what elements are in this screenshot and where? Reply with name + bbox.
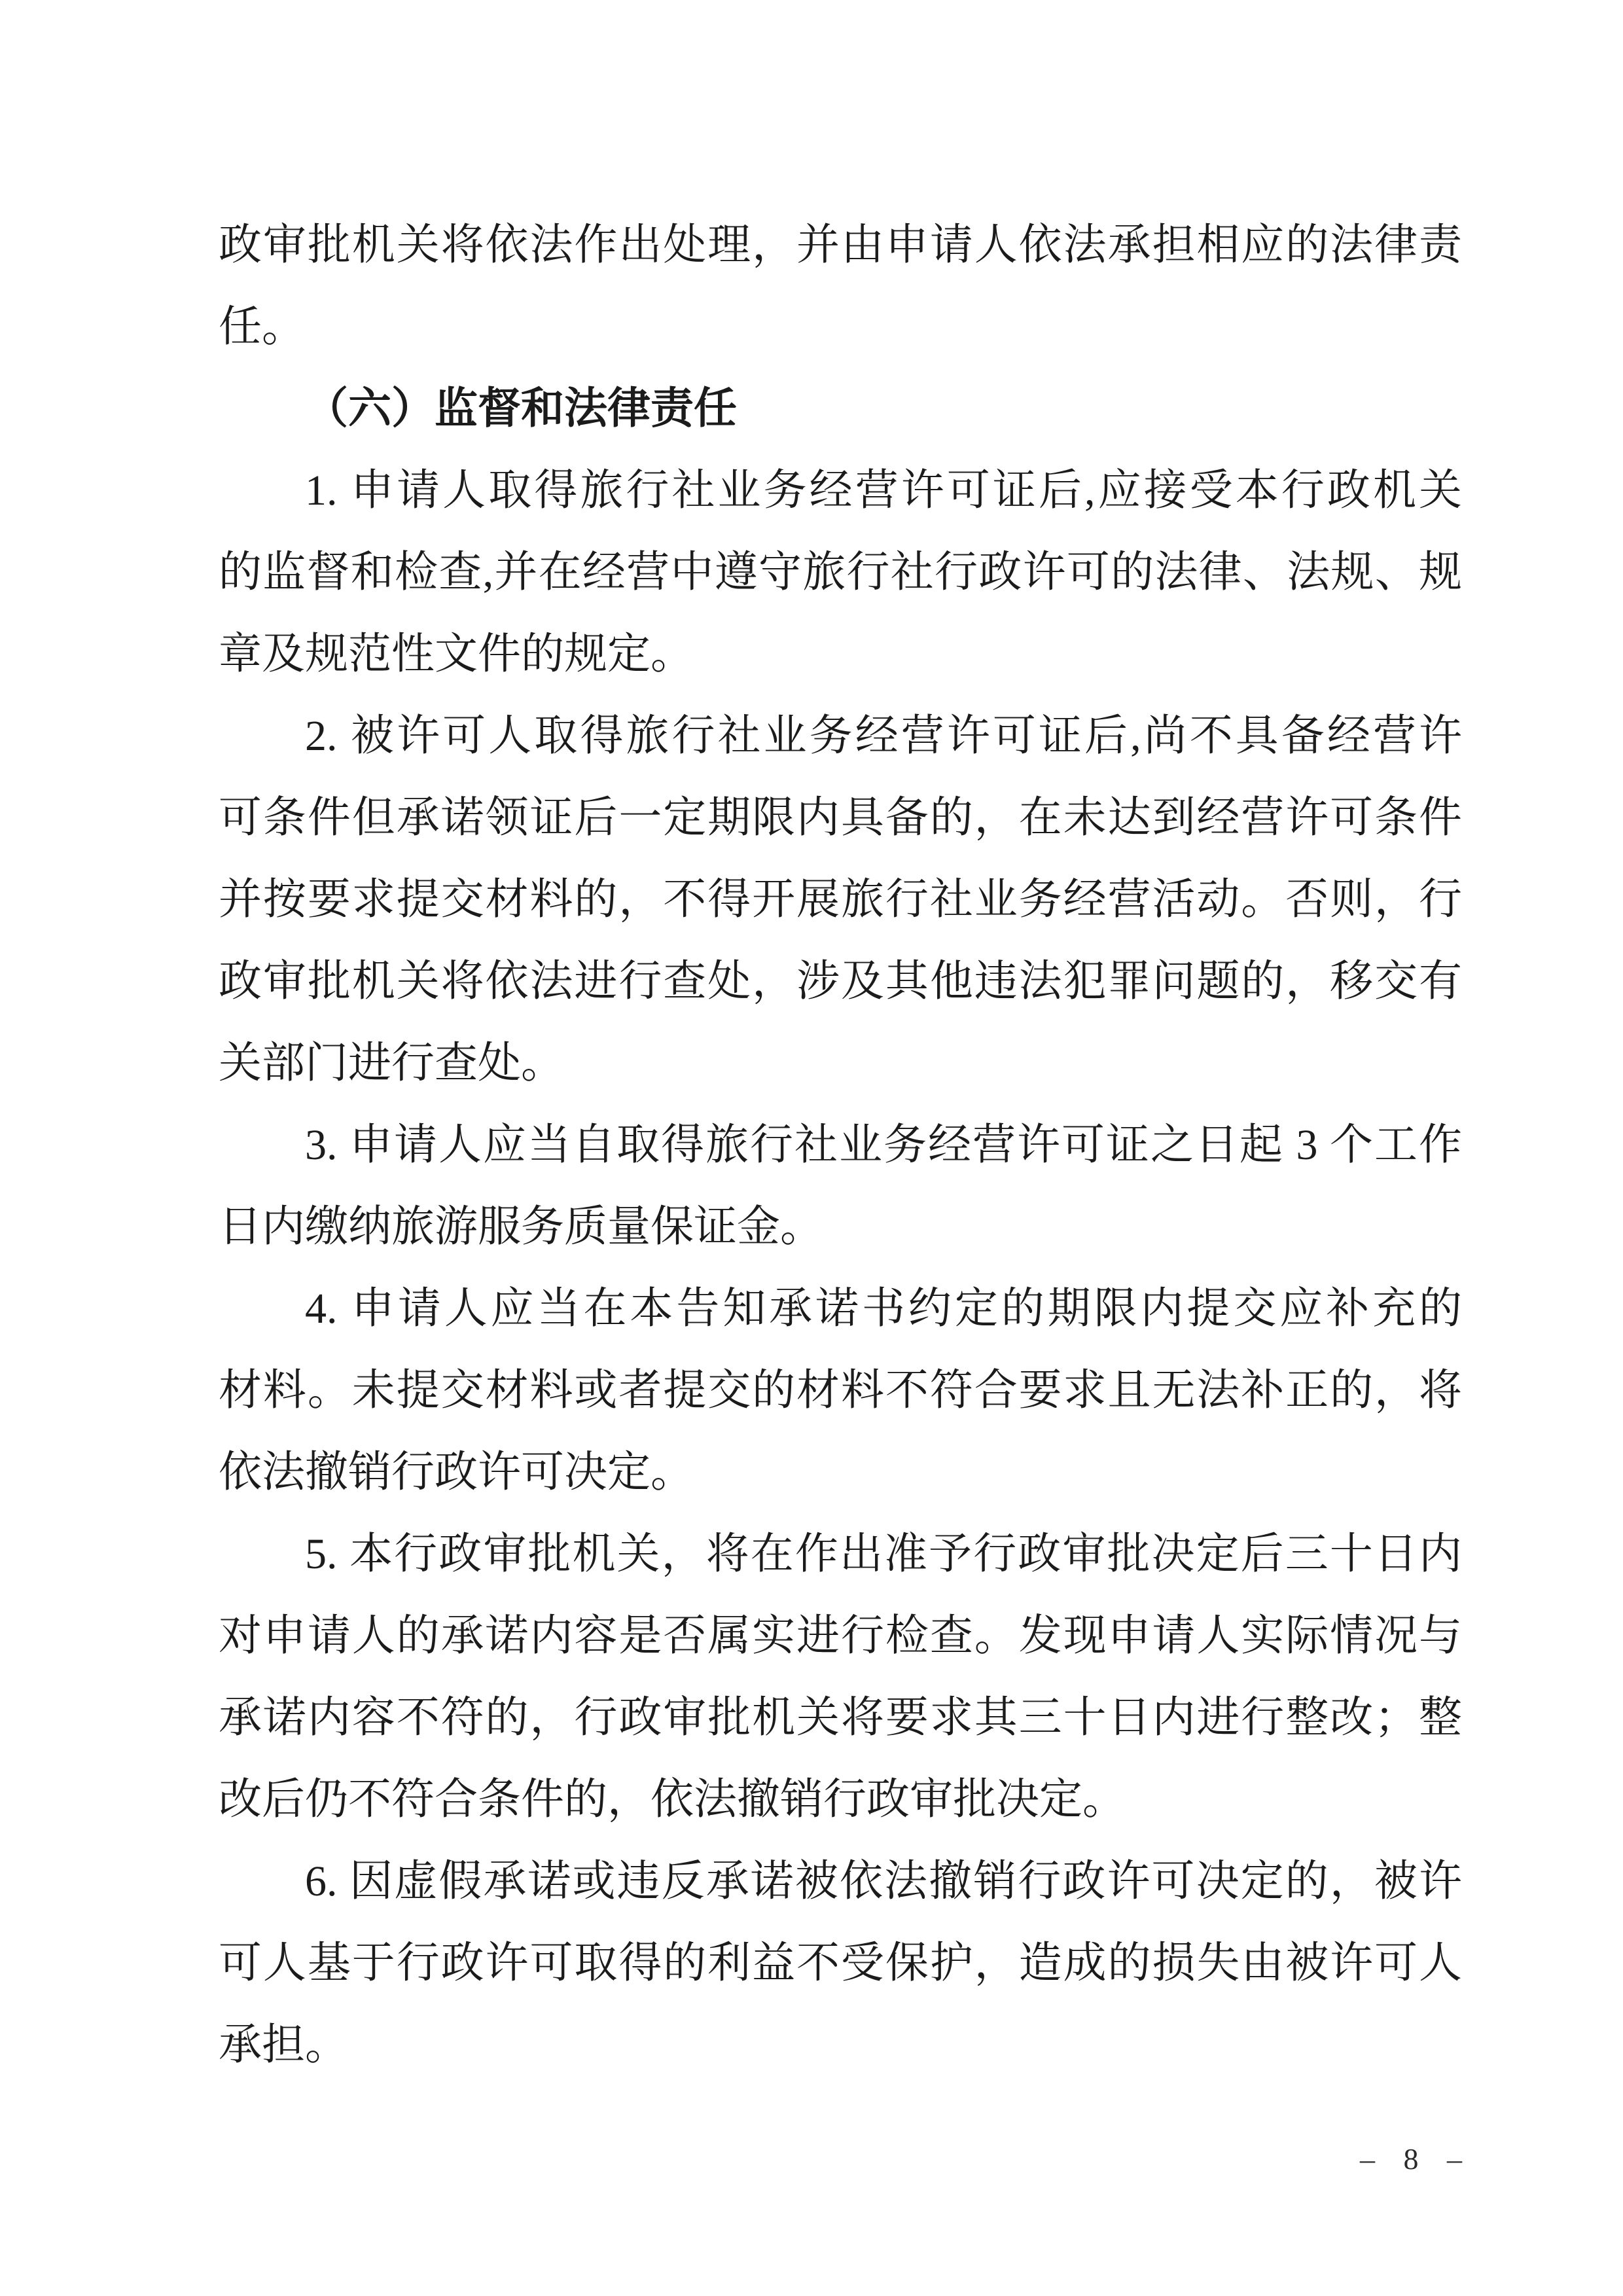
paragraph-continuation bbox=[219, 204, 1462, 368]
page-number: – 8 – bbox=[1360, 2142, 1472, 2176]
text-line: 关部门进行查处。 bbox=[219, 1039, 564, 1087]
text-line: 材料。未提交材料或者提交的材料不符合要求且无法补正的，将 bbox=[219, 1367, 1462, 1414]
text-line: 政审批机关将依法进行查处，涉及其他违法犯罪问题的，移交有 bbox=[219, 958, 1462, 1005]
text-line: 5. 本行政审批机关，将在作出准予行政审批决定后三十日内 bbox=[305, 1530, 1462, 1578]
text-line: 章及规范性文件的规定。 bbox=[219, 630, 694, 678]
text-line: 可人基于行政许可取得的利益不受保护，造成的损失由被许可人 bbox=[219, 1939, 1462, 1987]
text-line: 承诺内容不符的，行政审批机关将要求其三十日内进行整改；整 bbox=[219, 1694, 1462, 1742]
section-heading-6 bbox=[219, 368, 1462, 450]
paragraph-6 bbox=[219, 1840, 1462, 2086]
text-line: 2. 被许可人取得旅行社业务经营许可证后,尚不具备经营许 bbox=[305, 712, 1462, 760]
text-line: 可条件但承诺领证后一定期限内具备的，在未达到经营许可条件 bbox=[219, 794, 1462, 842]
text-line: 并按要求提交材料的，不得开展旅行社业务经营活动。否则，行 bbox=[219, 876, 1462, 924]
text-line: 1. 申请人取得旅行社业务经营许可证后,应接受本行政机关 bbox=[305, 467, 1462, 514]
paragraph-4 bbox=[219, 1268, 1462, 1513]
text-line: 对申请人的承诺内容是否属实进行检查。发现申请人实际情况与 bbox=[219, 1612, 1462, 1660]
text-line: （六）监督和法律责任 bbox=[305, 385, 737, 433]
text-line: 任。 bbox=[219, 303, 305, 351]
text-line: 4. 申请人应当在本告知承诺书约定的期限内提交应补充的 bbox=[305, 1285, 1462, 1333]
text-line: 承担。 bbox=[219, 2021, 348, 2069]
paragraph-2 bbox=[219, 695, 1462, 1104]
text-line: 依法撤销行政许可决定。 bbox=[219, 1448, 694, 1496]
text-line: 改后仍不符合条件的，依法撤销行政审批决定。 bbox=[219, 1776, 1126, 1823]
paragraph-1 bbox=[219, 450, 1462, 695]
paragraph-5 bbox=[219, 1513, 1462, 1840]
text-line: 3. 申请人应当自取得旅行社业务经营许可证之日起 3 个工作 bbox=[305, 1121, 1462, 1169]
text-line: 的监督和检查,并在经营中遵守旅行社行政许可的法律、法规、规 bbox=[219, 548, 1462, 596]
text-line: 6. 因虚假承诺或违反承诺被依法撤销行政许可决定的，被许 bbox=[305, 1857, 1462, 1905]
text-line: 政审批机关将依法作出处理，并由申请人依法承担相应的法律责 bbox=[219, 221, 1462, 269]
text-block bbox=[219, 204, 1462, 2086]
paragraph-3 bbox=[219, 1104, 1462, 1268]
text-line: 日内缴纳旅游服务质量保证金。 bbox=[219, 1203, 823, 1251]
